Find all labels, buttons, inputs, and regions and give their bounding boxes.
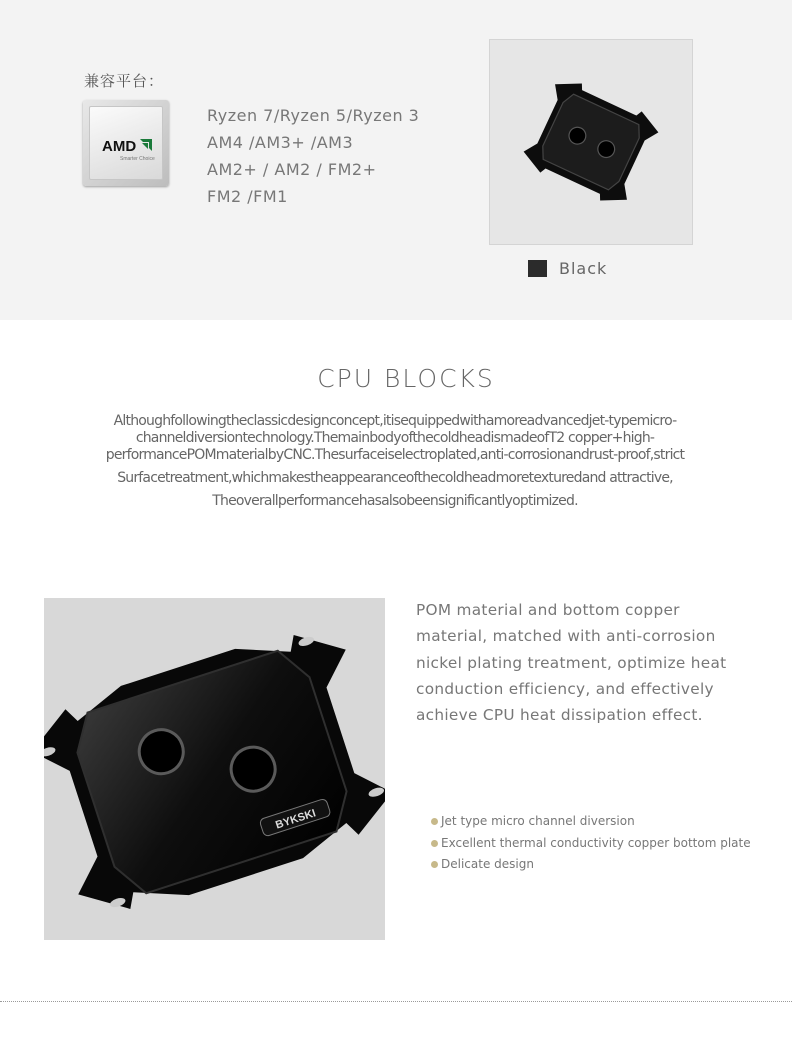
list-item [431,854,751,876]
color-label: Black [559,259,608,278]
feature-bullet-list [431,811,751,876]
product-photo [44,598,385,940]
product-logo-text: BYKSKI [274,807,318,832]
amd-tagline: Smarter Choice [120,156,155,162]
amd-chip-icon [83,100,169,186]
bullet-dot-icon [431,818,438,825]
amd-logo: AMD [102,138,137,155]
bullet-text: Jet type micro channel diversion [441,814,635,828]
bullet-dot-icon [431,861,438,868]
description-paragraph: Surfacetreatment,whichmakestheappearanceofthecoldheadmoretexturedand attractive, [117,470,673,486]
bullet-text: Excellent thermal conductivity copper bottom plate [441,835,751,850]
socket-line: AM2+ / AM2 / FM2+ [207,160,377,179]
feature-description: POM material and bottom copper material, matched with anti-corrosion nickel plating treatment, optimize heat conduction efficiency, and effectively achieve CPU heat dissipation effect. [416,601,727,725]
description-paragraph: Althoughfollowingtheclassicdesignconcept,itisequippedwithamoreadvancedjet-typemicro-channeldiversiontechnology.ThemainbodyofthecoldheadismadeofT2 copper+high-performancePOMmaterialbyCNC.Thesurfaceiselectroplated,anti-corrosionandrust-proof,strict [105,413,685,463]
description-paragraph: Theoverallperformancehasalsobeensignificantlyoptimized. [212,493,578,509]
color-swatch[interactable] [528,260,547,277]
section-heading: CPU BLOCKS [317,364,495,393]
divider [0,1001,792,1002]
bullet-text: Delicate design [441,857,534,871]
compatibility-title: 兼容平台： [84,72,165,90]
product-thumbnail [489,39,693,245]
list-item [431,833,751,855]
amd-arrow-icon [140,139,152,151]
socket-line: AM4 /AM3+ /AM3 [207,133,354,152]
description [52,413,738,516]
list-item [431,811,751,833]
socket-line: FM2 /FM1 [207,187,288,206]
socket-list [207,102,419,210]
socket-line: Ryzen 7/Ryzen 5/Ryzen 3 [207,106,420,125]
bullet-dot-icon [431,840,438,847]
